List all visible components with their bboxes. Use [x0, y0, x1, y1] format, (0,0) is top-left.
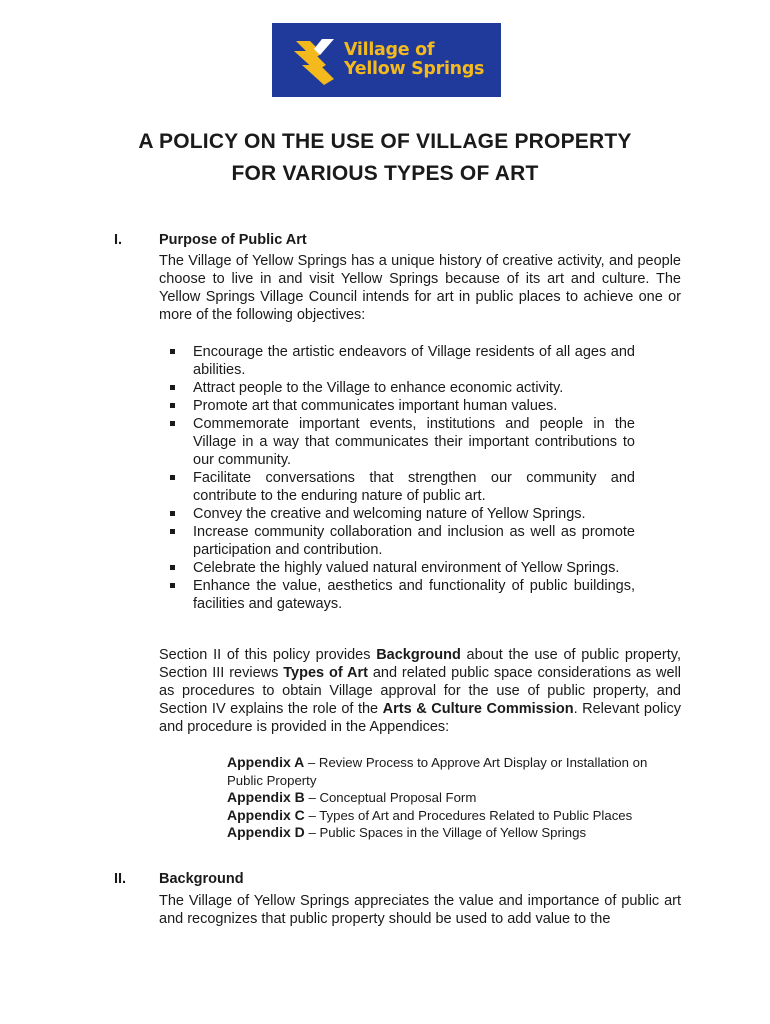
appendix-label: Appendix B — [227, 789, 305, 805]
section-1-heading: Purpose of Public Art — [159, 232, 307, 248]
summary-text: and related public space considerations as well as procedures to obtain Village approval for the use of public property, and Section IV explains the role of the — [159, 665, 681, 717]
list-item — [159, 397, 635, 415]
section-1-intro: The Village of Yellow Springs has a unique history of creative activity, and people choose to live in and visit Yellow Springs because of its art and culture. The Yellow Springs Village Council intends for art in public places to achieve one or more of the following objectives: — [159, 253, 681, 323]
appendix-item — [227, 807, 682, 825]
appendix-item — [227, 824, 682, 842]
list-item — [159, 415, 635, 469]
list-item-text: Enhance the value, aesthetics and functionality of public buildings, facilities and gateways. — [193, 578, 635, 612]
list-item-text: Celebrate the highly valued natural environment of Yellow Springs. — [193, 560, 620, 576]
square-bullet-icon — [170, 529, 175, 534]
list-item-text: Promote art that communicates important human values. — [193, 398, 558, 414]
list-item — [159, 343, 635, 379]
section-2-heading: Background — [159, 871, 244, 887]
summary-text: . Relevant policy and procedure is provided in the Appendices: — [159, 701, 681, 735]
square-bullet-icon — [170, 421, 175, 426]
appendix-text: – Review Process to Approve Art Display or Installation on Public Property — [227, 755, 648, 788]
square-bullet-icon — [170, 565, 175, 570]
appendix-text: – Public Spaces in the Village of Yellow Springs — [304, 825, 587, 840]
summary-bold-types-of-art: Types of Art — [283, 665, 368, 681]
appendix-list — [227, 754, 682, 842]
list-item — [159, 523, 635, 559]
appendix-item — [227, 789, 682, 807]
section-2-number: II. — [114, 871, 127, 887]
square-bullet-icon — [170, 385, 175, 390]
list-item — [159, 505, 635, 523]
summary-bold-commission: Arts & Culture Commission — [382, 701, 574, 717]
list-item-text: Facilitate conversations that strengthen our community and contribute to the enduring nature of public art. — [193, 470, 635, 504]
title-line-1: A POLICY ON THE USE OF VILLAGE PROPERTY — [138, 130, 632, 153]
section-1-summary — [159, 646, 681, 736]
summary-text: about the use of public property, Section III reviews — [159, 647, 681, 681]
list-item — [159, 469, 635, 505]
yellow-springs-swoosh-icon — [292, 35, 336, 85]
list-item-text: Convey the creative and welcoming nature of Yellow Springs. — [193, 506, 586, 522]
logo-line-1: Village of — [344, 40, 435, 60]
list-item — [159, 379, 635, 397]
title-line-2: FOR VARIOUS TYPES OF ART — [231, 162, 539, 185]
square-bullet-icon — [170, 475, 175, 480]
list-item-text: Encourage the artistic endeavors of Village residents of all ages and abilities. — [193, 344, 635, 378]
appendix-label: Appendix C — [227, 806, 305, 823]
appendix-label: Appendix D — [227, 824, 305, 840]
list-item-text: Attract people to the Village to enhance economic activity. — [193, 380, 564, 396]
objectives-list — [159, 343, 635, 613]
square-bullet-icon — [170, 403, 175, 408]
logo-wordmark — [344, 41, 484, 79]
village-logo — [272, 23, 501, 97]
list-item — [159, 559, 635, 577]
section-1-number: I. — [114, 232, 123, 248]
square-bullet-icon — [170, 349, 175, 354]
section-2-intro: The Village of Yellow Springs appreciates the value and importance of public art and recognizes that public property should be used to add value to the — [159, 893, 681, 927]
square-bullet-icon — [170, 511, 175, 516]
document-title — [60, 126, 710, 190]
square-bullet-icon — [170, 583, 175, 588]
appendix-label: Appendix A — [227, 754, 305, 770]
summary-bold-background: Background — [376, 647, 461, 663]
appendix-item — [227, 754, 682, 789]
appendix-text: – Conceptual Proposal Form — [304, 790, 477, 805]
appendix-text: – Types of Art and Procedures Related to Public Places — [304, 807, 633, 823]
list-item-text: Increase community collaboration and inclusion as well as promote participation and contribution. — [193, 524, 635, 558]
summary-text: Section II of this policy provides — [159, 647, 377, 663]
list-item-text: Commemorate important events, institutions and people in the Village in a way that communicates their important contributions to our community. — [193, 416, 635, 468]
list-item — [159, 577, 635, 613]
logo-line-2: Yellow Springs — [344, 59, 485, 79]
